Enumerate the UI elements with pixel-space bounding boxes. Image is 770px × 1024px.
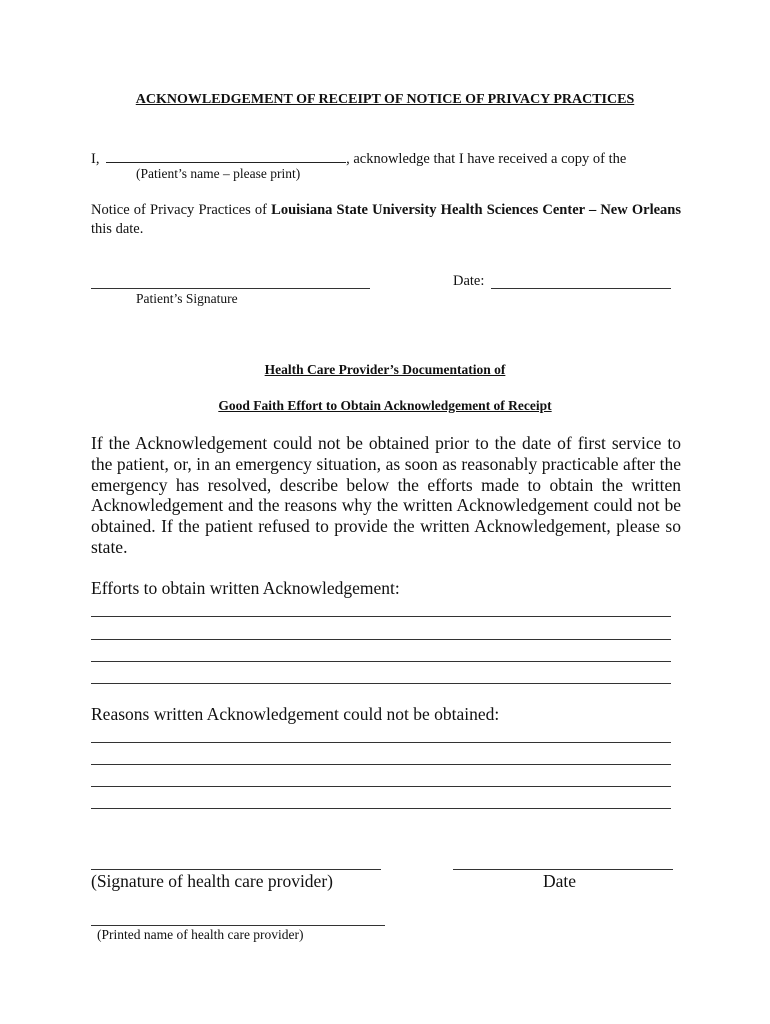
patient-date-line[interactable] <box>491 288 671 289</box>
provider-printed-name-caption: (Printed name of health care provider) <box>97 927 304 942</box>
patient-name-caption: (Patient’s name – please print) <box>136 166 301 181</box>
reasons-line[interactable] <box>91 764 671 765</box>
efforts-line[interactable] <box>91 683 671 684</box>
instructions-paragraph: If the Acknowledgement could not be obtained prior to the date of first service to the patient, or, in an emergency situation, as soon as reasonably practicable after the emergency has resolved, describe below the efforts made to obtain the written Acknowledgement and the reasons why the written Acknowledgement could not be obtained. If the patient refused to provide the written Acknowledgement, please so state. <box>91 433 681 557</box>
patient-date-label: Date: <box>453 273 485 289</box>
notice-text-end: this date. <box>91 221 144 237</box>
patient-signature-caption: Patient’s Signature <box>136 291 238 306</box>
provider-signature-caption: (Signature of health care provider) <box>91 871 333 891</box>
provider-date-caption: Date <box>543 871 577 891</box>
provider-date-line[interactable] <box>453 869 673 870</box>
reasons-label: Reasons written Acknowledgement could not be obtained: <box>91 704 500 724</box>
notice-text-start: Notice of Privacy Practices of <box>91 202 272 218</box>
reasons-line[interactable] <box>91 808 671 809</box>
ack-sentence <box>91 148 626 168</box>
provider-heading-line2: Good Faith Effort to Obtain Acknowledgement of Receipt <box>218 398 552 413</box>
patient-name-field[interactable] <box>106 148 346 163</box>
provider-heading-line1: Health Care Provider’s Documentation of <box>264 362 506 377</box>
ack-suffix: , acknowledge that I have received a copy of the <box>346 151 627 167</box>
organization-name: Louisiana State University Health Sciences Center – New Orleans <box>271 202 681 218</box>
efforts-line[interactable] <box>91 639 671 640</box>
reasons-line[interactable] <box>91 786 671 787</box>
provider-signature-line[interactable] <box>91 869 381 870</box>
efforts-line[interactable] <box>91 661 671 662</box>
provider-printed-name-line[interactable] <box>91 925 385 926</box>
reasons-line[interactable] <box>91 742 671 743</box>
efforts-line[interactable] <box>91 616 671 617</box>
document-title: ACKNOWLEDGEMENT OF RECEIPT OF NOTICE OF PRIVACY PRACTICES <box>135 92 635 107</box>
efforts-label: Efforts to obtain written Acknowledgement: <box>91 578 400 598</box>
patient-signature-line[interactable] <box>91 288 370 289</box>
notice-sentence <box>91 201 681 239</box>
ack-prefix: I, <box>91 151 100 167</box>
